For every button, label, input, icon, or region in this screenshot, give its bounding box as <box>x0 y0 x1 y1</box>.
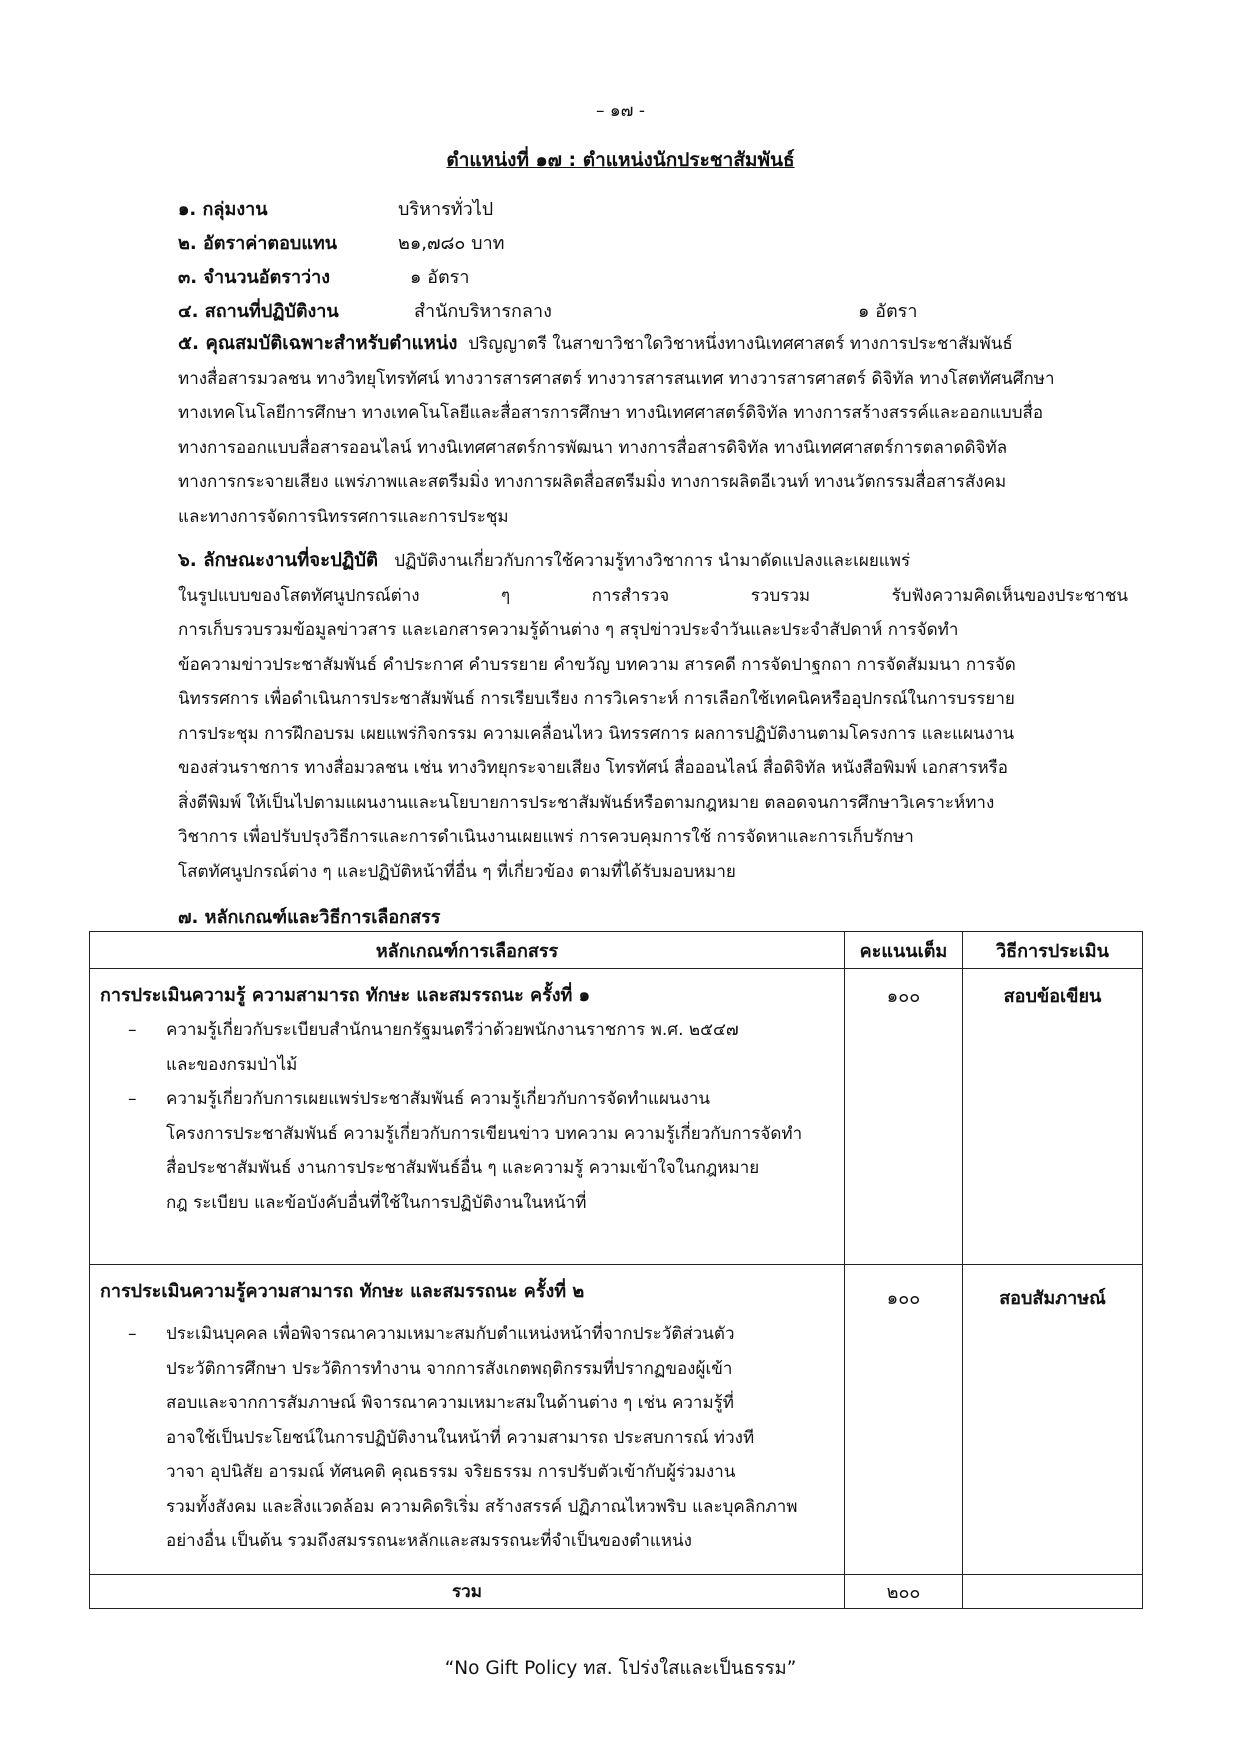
item-label: ๓. จำนวนอัตราว่าง <box>178 267 331 288</box>
criteria-cell <box>90 1265 845 1575</box>
item-salary <box>178 228 337 257</box>
page-number: – ๑๗ - <box>595 101 646 121</box>
duties-line: ปฏิบัติงานเกี่ยวกับการใช้ความรู้ทางวิชาการ นำมาดัดแปลงและเผยแพร่ <box>394 551 911 571</box>
header-criteria: หลักเกณฑ์การเลือกสรร <box>90 932 845 969</box>
duties-line: การเก็บรวบรวมข้อมูลข่าวสาร และเอกสารความรู้ด้านต่าง ๆ สรุปข่าวประจำวันและประจำสัปดาห์ การจัดทำ <box>178 620 959 640</box>
score-cell <box>845 969 963 1265</box>
item-group <box>178 194 268 223</box>
duties-line: การประชุม การฝึกอบรม เผยแพร่กิจกรรม ความเคลื่อนไหว นิทรรศการ ผลการปฏิบัติงานตามโครงการ และแผนงาน <box>178 723 1015 744</box>
method-value: สอบข้อเขียน <box>1003 986 1102 1007</box>
item-extra: ๑ อัตรา <box>858 301 918 322</box>
table-header-row <box>90 932 1143 969</box>
item-value: ๒๑,๗๘๐ บาท <box>398 233 505 254</box>
method-cell <box>963 1265 1143 1575</box>
method-value: สอบสัมภาษณ์ <box>999 1288 1106 1309</box>
table-row <box>90 969 1143 1265</box>
item-value: บริหารทั่วไป <box>398 199 494 220</box>
duties-line: ในรูปแบบของโสตทัศนูปกรณ์ต่าง ๆ การสำรวจ รวบรวม รับฟังความคิดเห็นของประชาชน <box>178 585 1128 606</box>
item-label: ๑. กลุ่มงาน <box>178 199 268 220</box>
dash-marker: – <box>128 1089 137 1109</box>
bullet-item: – ประเมินบุคคล เพื่อพิจารณาความเหมาะสมกับตำแหน่งหน้าที่จากประวัติส่วนตัว ประวัติการศึกษา ประวัติการทำงาน จากการสังเกตพฤติกรรมที่ปรากฏของผู้เข้า สอบและจากการสัมภาษณ์ พิจารณาความเหมาะสมในด้านต่าง ๆ เช่น ความรู้ที่ อาจใช้เป็นประโยชน์ในการปฏิบัติงานในหน้าที่ ความสามารถ ประสบการณ์ ท่วงที วาจา อุปนิสัย อารมณ์ ทัศนคติ คุณธรรม จริยธรรม การปรับตัวเข้ากับผู้ร่วมงาน รวมทั้งสังคม และสิ่งแวดล้อม ความคิดริเริ่ม สร้างสรรค์ ปฏิภาณไหวพริบ และบุคลิกภาพ อย่างอื่น เป็นต้น รวมถึงสมรรถนะหลักและสมรรถนะที่จำเป็นของตำแหน่ง <box>90 1317 844 1559</box>
total-row <box>90 1575 1143 1609</box>
item-workplace <box>178 296 339 325</box>
qualification-line: ทางการกระจายเสียง แพร่ภาพและสตรีมมิ่ง ทางการผลิตสื่อสตรีมมิ่ง ทางการผลิตอีเวนท์ ทางนวัตกรรมสื่อสารสังคม <box>178 472 1007 492</box>
criteria-cell <box>90 969 845 1265</box>
criteria-heading: ๗. หลักเกณฑ์และวิธีการเลือกสรร <box>178 907 441 928</box>
item-value: สำนักบริหารกลาง <box>414 301 552 322</box>
qualification-line: ทางสื่อสารมวลชน ทางวิทยุโทรทัศน์ ทางวารสารศาสตร์ ทางวารสารสนเทศ ทางวารสารศาสตร์ ดิจิทัล ทางโสตทัศนศึกษา <box>178 368 1055 389</box>
header-method: วิธีการประเมิน <box>963 932 1143 969</box>
section-title: การประเมินความรู้ความสามารถ ทักษะ และสมรรถนะ ครั้งที่ ๒ <box>100 1281 585 1302</box>
duties-line: สิ่งตีพิมพ์ ให้เป็นไปตามแผนงานและนโยบายการประชาสัมพันธ์หรือตามกฎหมาย ตลอดจนการศึกษาวิเคราะห์ทาง <box>178 792 995 813</box>
item-vacancies <box>178 262 330 291</box>
item-label: ๔. สถานที่ปฏิบัติงาน <box>178 301 339 322</box>
qualification-line: ทางการออกแบบสื่อสารออนไลน์ ทางนิเทศศาสตร์การพัฒนา ทางการสื่อสารดิจิทัล ทางนิเทศศาสตร์การตลาดดิจิทัล <box>178 437 1008 458</box>
qualification-heading: ๕. คุณสมบัติเฉพาะสำหรับตำแหน่ง <box>178 333 458 354</box>
dash-marker: – <box>128 1020 137 1040</box>
position-title: ตำแหน่งที่ ๑๗ : ตำแหน่งนักประชาสัมพันธ์ <box>446 149 795 171</box>
table-row <box>90 1265 1143 1575</box>
header-score: คะแนนเต็ม <box>845 932 963 969</box>
duties-heading: ๖. ลักษณะงานที่จะปฏิบัติ <box>178 550 379 571</box>
duties-line: โสตทัศนูปกรณ์ต่าง ๆ และปฏิบัติหน้าที่อื่น ๆ ที่เกี่ยวข้อง ตามที่ได้รับมอบหมาย <box>178 861 736 882</box>
bullet-item: – ความรู้เกี่ยวกับระเบียบสำนักนายกรัฐมนตรีว่าด้วยพนักงานราชการ พ.ศ. ๒๕๔๗ และของกรมป่าไม้ <box>90 1013 844 1082</box>
score-value: ๑๐๐ <box>886 986 921 1007</box>
duties-section <box>178 544 1128 889</box>
duties-line: นิทรรศการ เพื่อดำเนินการประชาสัมพันธ์ การเรียบเรียง การวิเคราะห์ การเลือกใช้เทคนิคหรืออุปกรณ์ในการบรรยาย <box>178 689 1015 709</box>
qualification-line: ปริญญาตรี ในสาขาวิชาใดวิชาหนึ่งทางนิเทศศาสตร์ ทางการประชาสัมพันธ์ <box>468 334 1013 354</box>
method-cell <box>963 969 1143 1265</box>
score-cell <box>845 1265 963 1575</box>
duties-line: วิชาการ เพื่อปรับปรุงวิธีการและการดำเนินงานเผยแพร่ การควบคุมการใช้ การจัดหาและการเก็บรักษา <box>178 827 914 847</box>
qualification-line: ทางเทคโนโลยีการศึกษา ทางเทคโนโลยีและสื่อสารการศึกษา ทางนิเทศศาสตร์ดิจิทัล ทางการสร้างสรรค์และออกแบบสื่อ <box>178 403 1044 423</box>
item-value: ๑ อัตรา <box>410 267 470 288</box>
qualification-section <box>178 327 1128 534</box>
qualification-line: และทางการจัดการนิทรรศการและการประชุม <box>178 506 509 527</box>
footer-policy: “No Gift Policy ทส. โปร่งใสและเป็นธรรม” <box>444 1658 797 1679</box>
duties-line: ของส่วนราชการ ทางสื่อมวลชน เช่น ทางวิทยุกระจายเสียง โทรทัศน์ สื่อออนไลน์ สื่อดิจิทัล หนังสือพิมพ์ เอกสารหรือ <box>178 758 1009 778</box>
score-value: ๑๐๐ <box>886 1288 921 1309</box>
bullet-item: – ความรู้เกี่ยวกับการเผยแพร่ประชาสัมพันธ์ ความรู้เกี่ยวกับการจัดทำแผนงาน โครงการประชาสัมพันธ์ ความรู้เกี่ยวกับการเขียนข่าว บทความ ความรู้เกี่ยวกับการจัดทำ สื่อประชาสัมพันธ์ งานการประชาสัมพันธ์อื่น ๆ และความรู้ ความเข้าใจในกฎหมาย กฎ ระเบียบ และข้อบังคับอื่นที่ใช้ในการปฏิบัติงานในหน้าที่ <box>90 1082 844 1220</box>
item-label: ๒. อัตราค่าตอบแทน <box>178 233 338 254</box>
total-score: ๒๐๐ <box>845 1575 963 1609</box>
duties-line: ข้อความข่าวประชาสัมพันธ์ คำประกาศ คำบรรยาย คำขวัญ บทความ สารคดี การจัดปาฐกถา การจัดสัมมนา การจัด <box>178 654 1016 675</box>
total-label: รวม <box>90 1575 845 1609</box>
criteria-table <box>89 931 1143 1609</box>
total-method-cell <box>963 1575 1143 1609</box>
section-title: การประเมินความรู้ ความสามารถ ทักษะ และสมรรถนะ ครั้งที่ ๑ <box>100 985 591 1006</box>
dash-marker: – <box>128 1324 137 1344</box>
